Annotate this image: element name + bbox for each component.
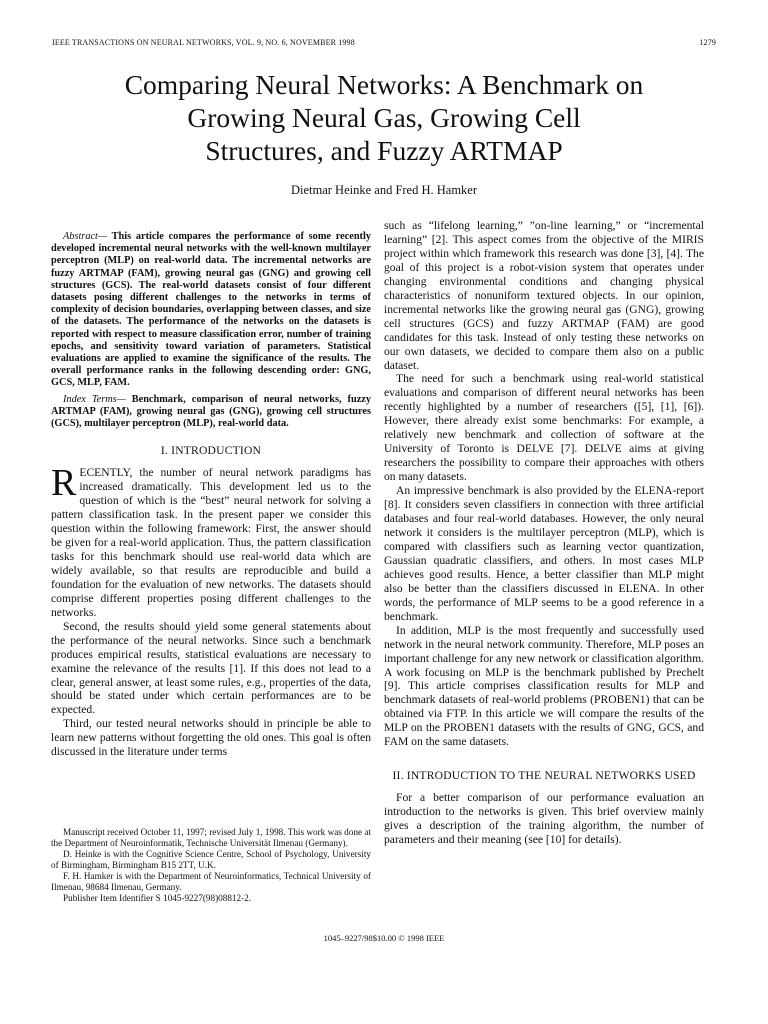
intro-paragraph-1: RECENTLY, the number of neural network paradigms has increased dramatically. This development led us to the question of which is the “best” neural network for solving a pattern classification task. In the present paper we consider this question within the following framework: First, the answer should be given for a real-world application. Thus, the pattern classification tasks for this benchmark should use real-world data which are widely available, so that results are reproducible and build a foundation for the evaluation of new networks. The datasets should comprise different properties posing different challenges to the networks. (51, 462, 371, 619)
intro-paragraph-5: An impressive benchmark is also provided by the ELENA-report [8]. It considers seven classifiers in connection with three artificial databases and four real-world databases. However, the only neural network it considers is the multilayer perceptron (MLP), which is compared with classifiers such as learning vector quantization, Gaussian quadratic classifiers, and others. In most cases MLP achieves good results. Hence, a better classifier than MLP might also be better than the classifiers discussed in ELENA. In other words, the performance of MLP seems to be a good reference in a benchmark. (384, 484, 704, 623)
index-terms-label: Index Terms— (63, 393, 126, 405)
left-column (51, 231, 371, 759)
intro-paragraph-6: In addition, MLP is the most frequently and successfully used network in the neural network community. Therefore, MLP poses an important challenge for any new network or classification algorithm. A work focusing on MLP is the benchmark published by Prechelt [9]. This article comprises classification results for MLP and benchmark datasets of real-world problems (PROBEN1) that can be obtained via FTP. In this article we will compare the results of the MLP on the PROBEN1 datasets with the results of GNG, GCS, and FAM on the same datasets. (384, 623, 704, 749)
right-column (384, 219, 704, 847)
title-line-2: Growing Neural Gas, Growing Cell (187, 102, 581, 133)
abstract (51, 231, 371, 390)
page-number: 1279 (699, 38, 716, 47)
index-terms-text: Benchmark, comparison of neural networks, fuzzy ARTMAP (FAM), growing neural gas (GNG), growing cell structures (GCS), multilayer perceptron (MLP), real-world data. (51, 393, 371, 430)
copyright-footer: 1045–9227/98$10.00 © 1998 IEEE (323, 933, 445, 943)
footnote-publisher-id: Publisher Item Identifier S 1045-9227(98)08812-2. (63, 893, 252, 903)
networks-paragraph-1: For a better comparison of our performance evaluation an introduction to the networks is given. This brief overview mainly gives a description of the training algorithm, the number of parameters and their meaning (see [10] for details). (384, 791, 704, 847)
intro-paragraph-2: Second, the results should yield some general statements about the performance of the neural networks. Since such a benchmark produces empirical results, statistical evaluations are necessary to examine the relevance of the results [1]. If this does not lead to a clear, general answer, at least some rules, e.g., properties of the data, should be stated under which certain performances are to be expected. (51, 619, 371, 717)
intro-paragraph-3-continued: such as “lifelong learning,” ”on-line learning,” or “incremental learning” [2]. This aspect comes from the objective of the MIRIS project within which framework this research was done [3], [4]. The goal of this project is a robot-vision system that operates under changing environmental conditions and changing physical characteristics of nonuniform textured objects. In our opinion, incremental networks like the growing neural gas (GNG), growing cell structures (GCS) and fuzzy ARTMAP (FAM) are good candidates for this task. Instead of only testing these networks on our own datasets, we decided to compare them also on a public dataset. (384, 219, 704, 372)
title-line-3: Structures, and Fuzzy ARTMAP (205, 135, 563, 166)
abstract-text: This article compares the performance of some recently developed incremental neural networks with the well-known multilayer perceptron (MLP) on real-world data. The incremental networks are fuzzy ARTMAP (FAM), growing neural gas (GNG) and growing cell structures (GCS). The real-world datasets consist of four different datasets posing different challenges to the networks in terms of complexity of decision boundaries, overlapping between classes, and size of the datasets. The performance of the networks on the datasets is reported with respect to measure classification error, number of training epochs, and sensitivity toward variation of parameters. Statistical evaluations are applied to examine the significance of the results. The overall performance ranks in the following descending order: GNG, GCS, MLP, FAM. (51, 231, 371, 389)
paper-title (40, 68, 728, 167)
index-terms (51, 394, 371, 431)
journal-name: IEEE TRANSACTIONS ON NEURAL NETWORKS, VOL. 9, NO. 6, NOVEMBER 1998 (52, 38, 355, 47)
abstract-label: Abstract— (63, 231, 108, 242)
footnotes (51, 827, 371, 904)
intro-paragraph-3: Third, our tested neural networks should in principle be able to learn new patterns without forgetting the old ones. This goal is often discussed in the literature under terms (51, 717, 371, 759)
title-line-1: Comparing Neural Networks: A Benchmark on (124, 69, 644, 100)
running-head (52, 38, 716, 47)
drop-cap: R (51, 462, 77, 505)
footnote-manuscript: Manuscript received October 11, 1997; revised July 1, 1998. This work was done at the Department of Neuroinformatik, Technische Universität Ilmenau (Germany). (51, 827, 371, 848)
section-heading-introduction: I. INTRODUCTION (160, 444, 262, 458)
footnote-heinke: D. Heinke is with the Cognitive Science Centre, School of Psychology, University of Birmingham, Birmingham B15 2TT, U.K. (51, 849, 371, 870)
footnote-hamker: F. H. Hamker is with the Department of Neuroinformatics, Technical University of Ilmenau, 98684 Ilmenau, Germany. (51, 871, 371, 892)
author-list: Dietmar Heinke and Fred H. Hamker (290, 183, 478, 197)
section-heading-networks: II. INTRODUCTION TO THE NEURAL NETWORKS USED (392, 769, 696, 783)
intro-paragraph-4: The need for such a benchmark using real-world statistical evaluations and comparison of different neural networks has been recently highlighted by a number of researchers ([5], [1], [6]). However, there already exist some benchmarks: For example, a relatively new benchmark and collection of software at the University of Toronto is DELVE [7]. DELVE aims at giving researchers the possibility to compare their approaches with others on many datasets. (384, 372, 704, 484)
